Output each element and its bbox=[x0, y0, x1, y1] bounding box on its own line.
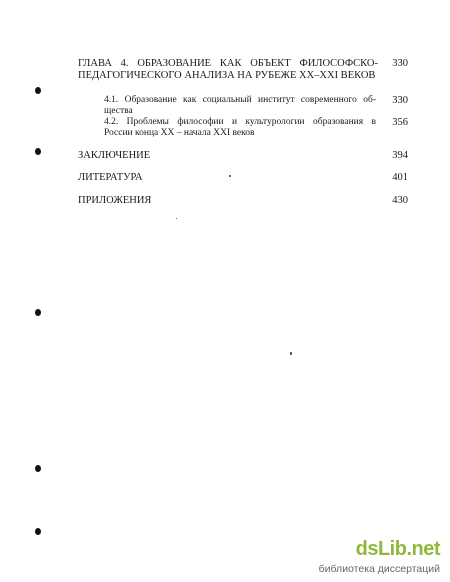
toc-section42-line2: России конца XX – начала XXI веков bbox=[104, 128, 255, 138]
scan-speck bbox=[176, 218, 177, 219]
dslib-logo[interactable]: dsLib.net bbox=[355, 538, 440, 560]
scan-speck bbox=[290, 352, 292, 355]
toc-chapter4-line2: ПЕДАГОГИЧЕСКОГО АНАЛИЗА НА РУБЕЖЕ XX–XXI ВЕКОВ bbox=[78, 70, 376, 81]
toc-conclusion-label: ЗАКЛЮЧЕНИЕ bbox=[78, 150, 151, 161]
binder-hole bbox=[35, 528, 41, 535]
toc-section41-line1: 4.1. Образование как социальный институт современного об- bbox=[104, 95, 376, 105]
binder-hole bbox=[35, 87, 41, 94]
binder-hole bbox=[35, 148, 41, 155]
toc-appendices-label: ПРИЛОЖЕНИЯ bbox=[78, 195, 152, 206]
toc-section41-page: 330 bbox=[392, 95, 408, 106]
dslib-tagline: библиотека диссертаций bbox=[318, 563, 440, 575]
scan-speck bbox=[229, 175, 231, 177]
toc-section42-line1: 4.2. Проблемы философии и культурологии образования в bbox=[104, 117, 376, 127]
toc-section41-line2: щества bbox=[104, 106, 133, 116]
toc-appendices-page: 430 bbox=[392, 195, 408, 206]
toc-conclusion-page: 394 bbox=[392, 150, 408, 161]
toc-section42-page: 356 bbox=[392, 117, 408, 128]
toc-literature-page: 401 bbox=[392, 172, 408, 183]
toc-literature-label: ЛИТЕРАТУРА bbox=[78, 172, 143, 183]
binder-hole bbox=[35, 465, 41, 472]
toc-chapter4-line1: ГЛАВА 4. ОБРАЗОВАНИЕ КАК ОБЪЕКТ ФИЛОСОФСКО- bbox=[78, 58, 378, 69]
toc-chapter4-page: 330 bbox=[392, 58, 408, 69]
binder-hole bbox=[35, 309, 41, 316]
dslib-watermark[interactable] bbox=[318, 538, 440, 578]
